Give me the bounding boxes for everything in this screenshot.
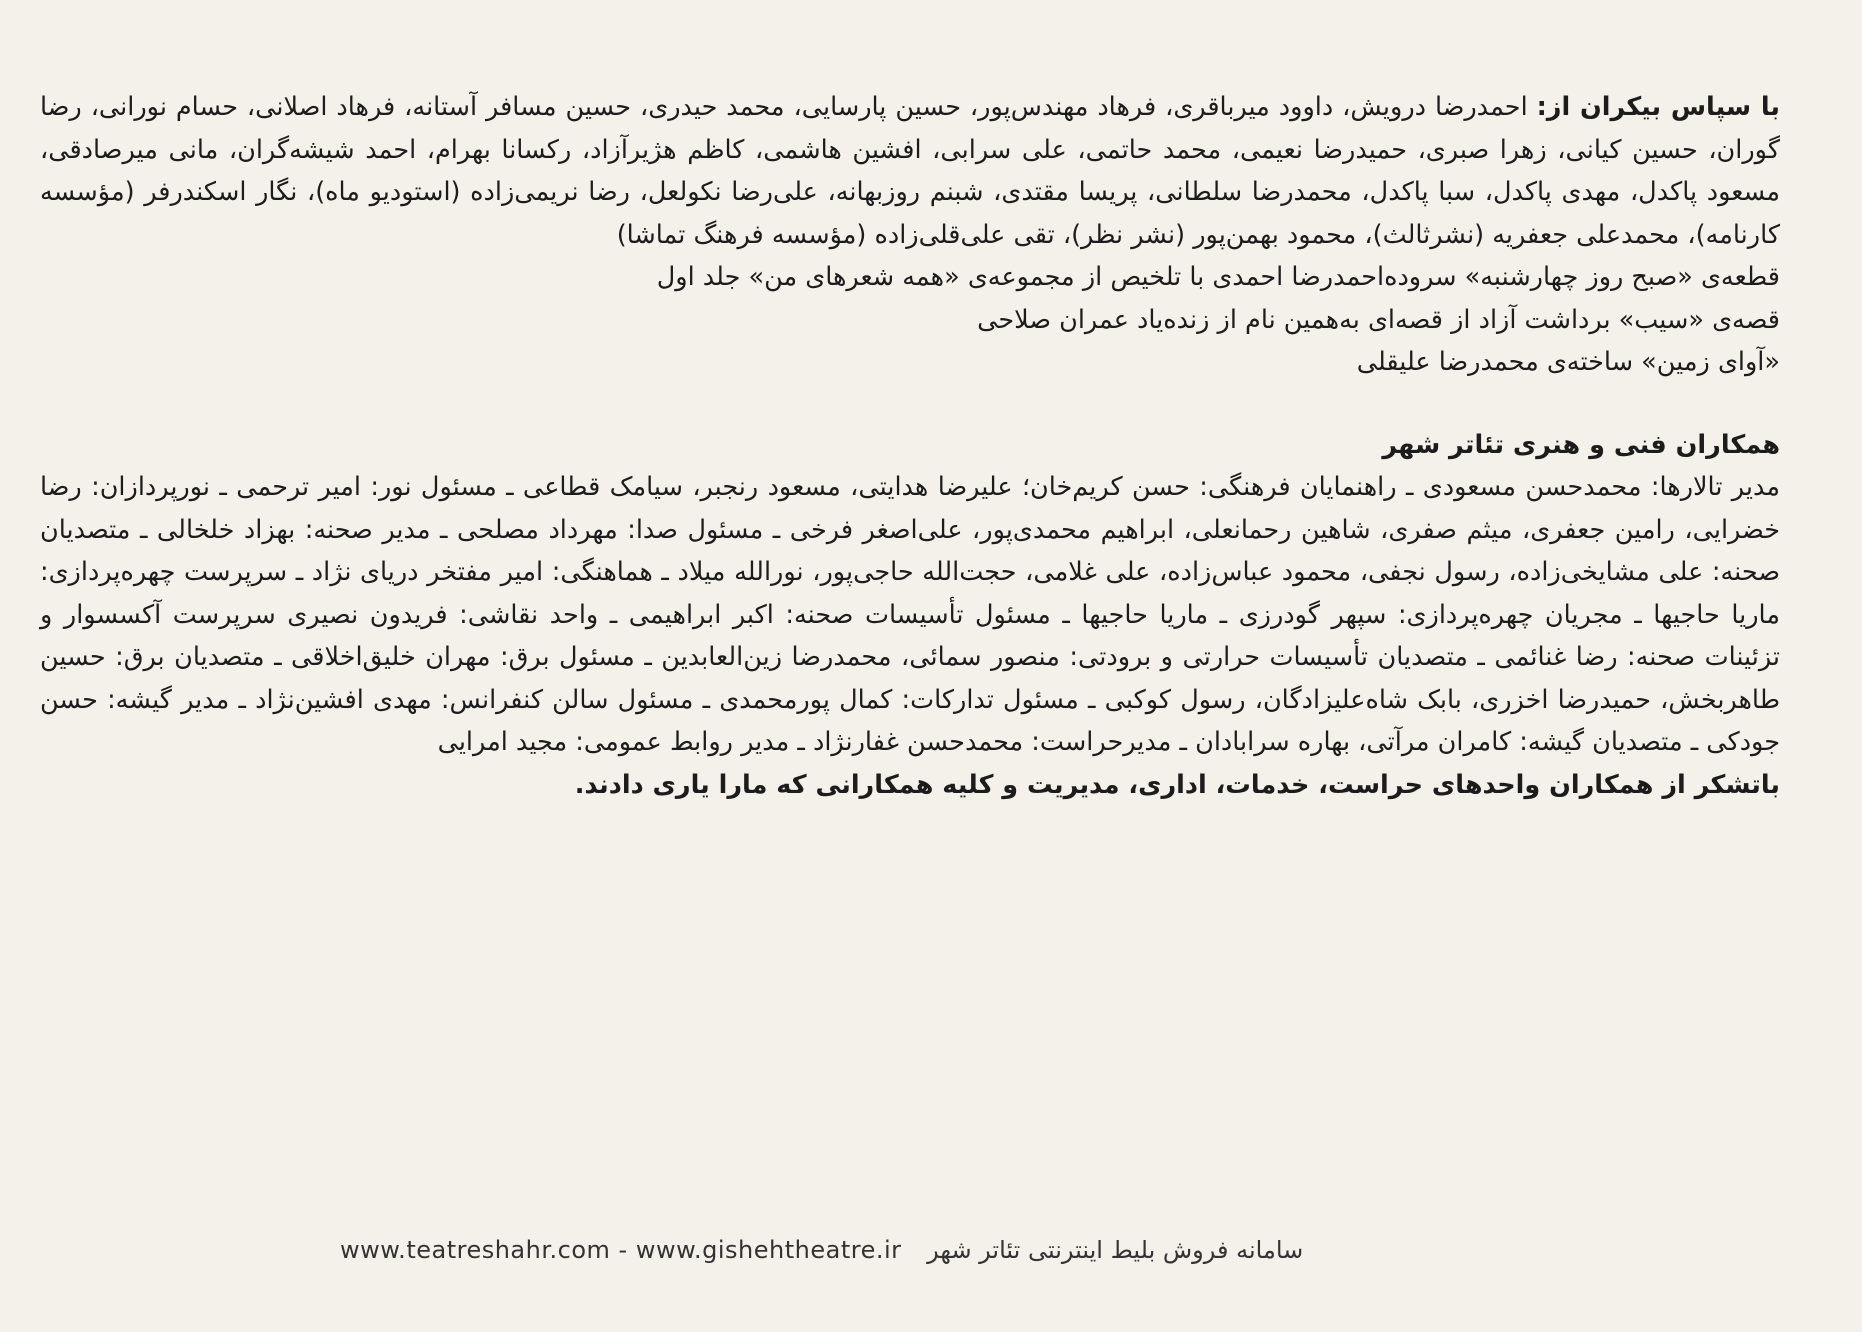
closing-thanks: باتشکر از همکاران واحدهای حراست، خدمات، اداری، مدیریت و کلیه همکارانی که مارا یاری دادند. xyxy=(574,769,1780,800)
credit-line-music: «آوای زمین» ساخته‌ی محمدرضا علیقلی xyxy=(1356,347,1780,377)
section-spacer xyxy=(40,384,1780,424)
credit-line-story: قصه‌ی «سیب» برداشت آزاد از قصه‌ای به‌همین نام از زنده‌یاد عمران صلاحی xyxy=(977,304,1780,335)
footer-urls: www.teatreshahr.com - www.gishehtheatre.ir xyxy=(340,1236,902,1264)
thanks-paragraph xyxy=(40,86,1780,256)
footer xyxy=(340,1236,1460,1264)
credits-page xyxy=(40,86,1780,806)
credit-line-poem: قطعه‌ی «صبح روز چهارشنبه» سروده‌احمدرضا احمدی با تلخیص از مجموعه‌ی «همه شعرهای من» جلد اول xyxy=(656,262,1780,292)
footer-label: سامانه فروش بلیط اینترنتی تئاتر شهر xyxy=(927,1236,1304,1264)
staff-paragraph: مدیر تالارها: محمدحسن مسعودی ـ راهنمایان فرهنگی: حسن کریم‌خان؛ علیرضا هدایتی، مسعود رنجبر، سیامک قطاعی ـ مسئول نور: امیر ترحمی ـ نورپردازان: رضا خضرایی، رامین جعفری، میثم صفری، شاهین رحمانعلی، ابراهیم محمدی‌پور، علی‌اصغر فرخی ـ مسئول صدا: مهرداد مصلحی ـ مدیر صحنه: بهزاد خلخالی ـ متصدیان صحنه: علی مشایخی‌زاده، رسول نجفی، محمود عباس‌زاده، علی غلامی، حجت‌الله حاجی‌پور، نورالله میلاد ـ هماهنگی: امیر مفتخر دریای نژاد ـ سرپرست چهره‌پردازی: ماریا حاجیها ـ مجریان چهره‌پردازی: سپهر گودرزی ـ ماریا حاجیها ـ مسئول تأسیسات صحنه: اکبر ابراهیمی ـ واحد نقاشی: فریدون نصیری سرپرست آکسسوار و تزئینات صحنه: رضا غنائمی ـ متصدیان تأسیسات حرارتی و برودتی: منصور سمائی، محمدرضا زین‌العابدین ـ مسئول برق: مهران خلیق‌اخلاقی ـ متصدیان برق: حسین طاهربخش، حمیدرضا اخزری، بابک شاه‌علیزادگان، رسول کوکبی ـ مسئول تدارکات: کمال پورمحمدی ـ مسئول سالن کنفرانس: مهدی افشین‌نژاد ـ مدیر گیشه: حسن جودکی ـ متصدیان گیشه: کامران مرآتی، بهاره سرابادان ـ مدیرحراست: محمدحسن غفارنژاد ـ مدیر روابط عمومی: مجید امرایی xyxy=(40,472,1780,757)
thanks-label: با سپاس بیکران از: xyxy=(1536,92,1780,122)
section-title: همکاران فنی و هنری تئاتر شهر xyxy=(1382,429,1780,460)
thanks-names: احمدرضا درویش، داوود میرباقری، فرهاد مهندس‌پور، حسین پارسایی، محمد حیدری، حسین مسافر آستانه، فرهاد اصلانی، حسام نورانی، رضا گوران، حسین کیانی، زهرا صبری، حمیدرضا نعیمی، محمد حاتمی، علی سرابی، افشین هاشمی، کاظم هژیرآزاد، رکسانا بهرام، احمد شیشه‌گران، مانی میرصادقی، مسعود پاکدل، مهدی پاکدل، سبا پاکدل، محمدرضا سلطانی، پریسا مقتدی، شبنم روزبهانه، علی‌رضا نکولعل، رضا نریمی‌زاده (استودیو ماه)، نگار اسکندرفر (مؤسسه کارنامه)، محمدعلی جعفریه (نشرثالث)، محمود بهمن‌پور (نشر نظر)، تقی علی‌قلی‌زاده (مؤسسه فرهنگ تماشا) xyxy=(40,92,1780,250)
